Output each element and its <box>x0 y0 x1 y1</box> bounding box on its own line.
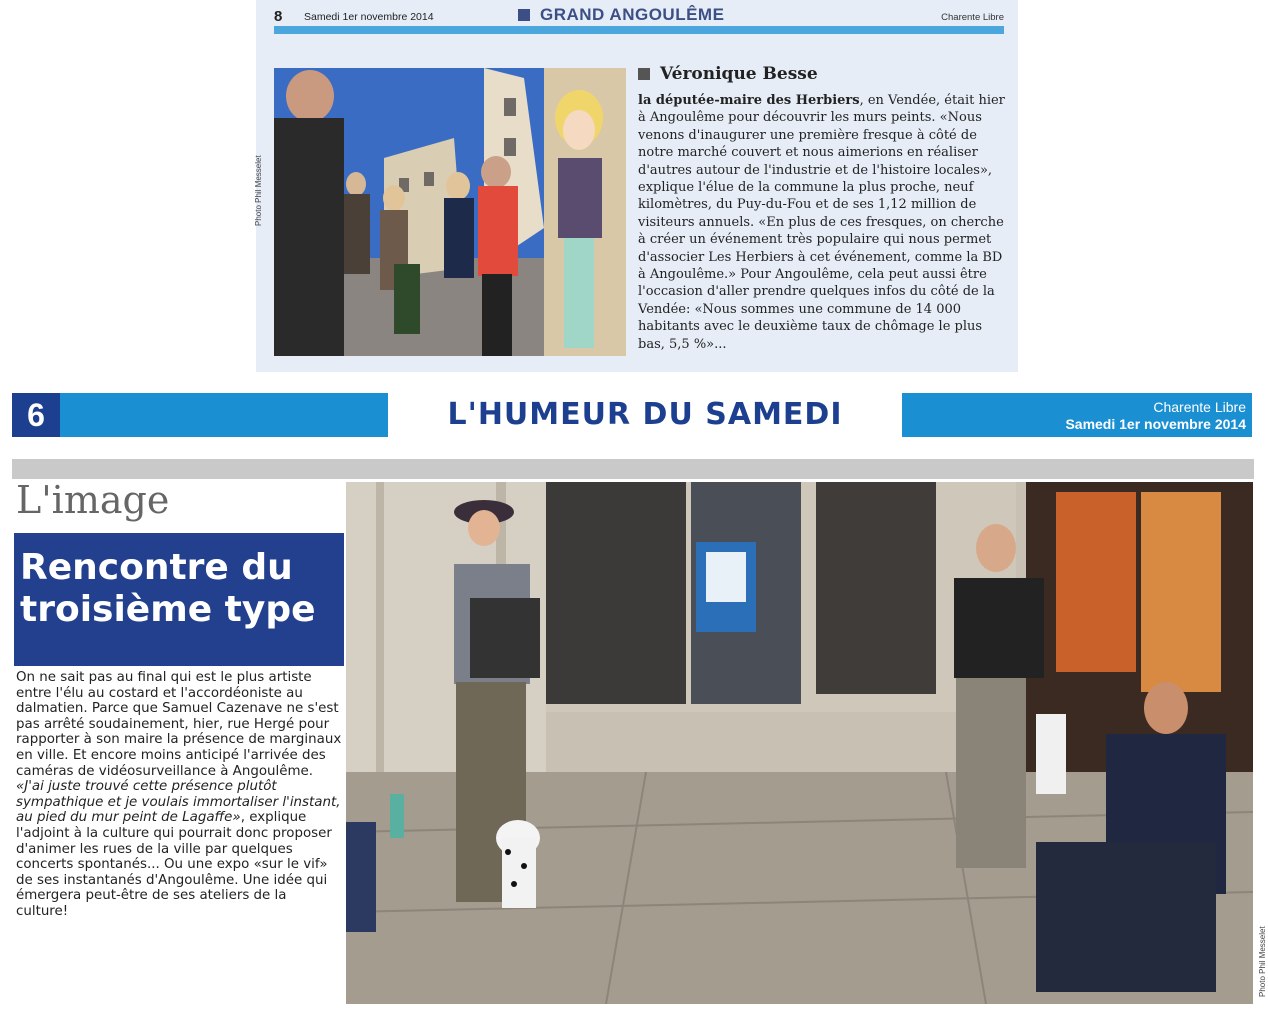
top-article-heading <box>638 64 1008 84</box>
top-article <box>638 64 1008 353</box>
top-article-heading-text: Véronique Besse <box>660 64 818 84</box>
main-date: Samedi 1er novembre 2014 <box>1065 416 1246 432</box>
top-header-rule <box>274 26 1004 34</box>
top-photo <box>274 68 626 356</box>
heading-bullet-icon <box>638 68 650 80</box>
section-square-icon <box>518 9 530 21</box>
main-article-text-2: , explique l'adjoint à la culture qui pourrait donc proposer d'animer les rues de la ville par quelques concerts spontanés... Ou une expo «sur le vif» de ses instantanés d'Angoulême. Une idée qui émergera peut-être de ses ateliers de la culture! <box>16 810 332 919</box>
main-page-number: 6 <box>12 393 60 437</box>
main-headline-box <box>14 533 344 666</box>
top-brand: Charente Libre <box>941 12 1004 23</box>
main-gray-rule <box>12 459 1254 479</box>
top-photo-credit: Photo Phil Messelet <box>254 155 263 226</box>
main-photo-credit: Photo Phil Messelet <box>1258 926 1267 997</box>
main-photo <box>346 482 1253 1004</box>
main-article-body <box>16 670 342 920</box>
top-clipping <box>256 0 1018 372</box>
main-kicker: L'image <box>16 478 170 522</box>
main-banner-title-box <box>388 393 902 437</box>
main-photo-illustration <box>346 482 1253 1004</box>
top-article-lead: la députée-maire des Herbiers <box>638 93 860 108</box>
main-brand: Charente Libre <box>1153 399 1246 415</box>
main-article <box>16 670 342 920</box>
main-brand-block <box>1065 399 1246 433</box>
main-article-text-1: On ne sait pas au final qui est le plus artiste entre l'élu au costard et l'accordéoniste au dalmatien. Parce que Samuel Cazenave ne s'est pas arrêté soudainement, hier, rue Hergé pour rapporter à son maire la présence de marginaux en ville. Et encore moins anticipé l'arrivée des caméras de vidéosurveillance à Angoulême. <box>16 670 342 779</box>
main-headline: Rencontre du troisième type <box>20 547 316 630</box>
top-page-number: 8 <box>274 8 283 25</box>
main-article-quote: «J'ai juste trouvé cette présence plutôt sympathique et je voulais immortaliser l'instant, au pied du mur peint de Lagaffe» <box>16 779 341 826</box>
top-date: Samedi 1er novembre 2014 <box>304 11 434 23</box>
top-article-body <box>638 92 1008 353</box>
top-article-text: , en Vendée, était hier à Angoulême pour découvrir les murs peints. «Nous venons d'inaugurer une première fresque à côté de notre marché couvert et nous aimerions en réaliser d'autres autour de l'industrie et de l'histoire locales», explique l'élue de la commune la plus proche, neuf kilomètres, du Puy-du-Fou et de ses 1,12 million de visiteurs annuels. «En plus de ces fresques, on cherche à créer un événement très populaire qui nous permet d'associer Les Herbiers à cet événement, comme la BD à Angoulême.» Pour Angoulême, cela peut aussi être l'occasion d'aller prendre quelques infos du côté de la Vendée: «Nous sommes une commune de 14 000 habitants avec le deuxième taux de chômage le plus bas, 5,5 %»... <box>638 93 1005 352</box>
top-photo-illustration <box>274 68 626 356</box>
main-banner <box>12 393 1252 437</box>
top-section-title: GRAND ANGOULÊME <box>540 5 725 24</box>
main-banner-title: L'HUMEUR DU SAMEDI <box>447 397 843 432</box>
